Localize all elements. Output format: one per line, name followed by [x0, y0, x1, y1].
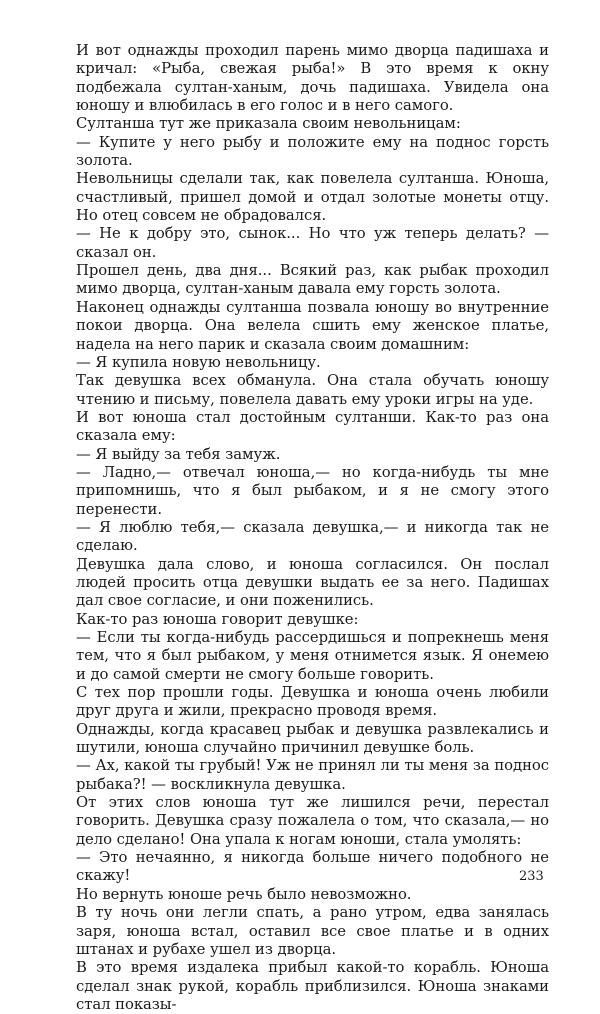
paragraph: И вот юноша стал достойным султанши. Как-то раз она сказала ему:	[76, 408, 549, 445]
paragraph: — Я люблю тебя,— сказала девушка,— и никогда так не сделаю.	[76, 518, 549, 555]
paragraph: Султанша тут же приказала своим невольницам:	[76, 115, 461, 133]
paragraph: Девушка дала слово, и юноша согласился. Он послал людей просить отца девушки выдать ее за него. Падишах дал свое согласие, и они поженились.	[76, 555, 549, 610]
paragraph: От этих слов юноша тут же лишился речи, перестал говорить. Девушка сразу пожалела о том, что сказала,— но дело сделано! Она упала к ногам юноши, стала умолять:	[76, 794, 549, 848]
paragraph: С тех пор прошли годы. Девушка и юноша очень любили друг друга и жили, прекрасно проводя время.	[76, 684, 549, 720]
paragraph: Однажды, когда красавец рыбак и девушка развлекались и шутили, юноша случайно причинил девушке боль.	[76, 720, 549, 757]
paragraph: — Не к добру это, сынок... Но что уж теперь делать? — сказал он.	[76, 225, 549, 261]
paragraph: — Ладно,— отвечал юноша,— но когда-нибудь ты мне припомнишь, что я был рыбаком, и я не смогу этого перенести.	[76, 463, 549, 518]
paragraph: И вот однажды проходил парень мимо дворца падишаха и кричал: «Рыба, свежая рыба!» В это время к окну подбежала султан-ханым, дочь падишаха. Увидела она юношу и влюбилась в его голос и в него самого.	[76, 42, 549, 115]
page-body	[76, 42, 549, 1014]
paragraph: Наконец однажды султанша позвала юношу во внутренние покои дворца. Она велела сшить ему женское платье, надела на него парик и сказала своим домашним:	[76, 298, 549, 353]
paragraph: Но вернуть юноше речь было невозможно.	[76, 885, 412, 903]
paragraph: В ту ночь они легли спать, а рано утром, едва занялась заря, юноша встал, оставил все свое платье и в одних штанах и рубахе ушел из дворца.	[76, 904, 549, 958]
paragraph: Как-то раз юноша говорит девушке:	[76, 610, 359, 628]
paragraph: В это время издалека прибыл какой-то корабль. Юноша сделал знак рукой, корабль приблизился. Юноша знаками стал показы-	[76, 959, 549, 1013]
paragraph: — Я выйду за тебя замуж.	[76, 445, 281, 463]
paragraph: — Ах, какой ты грубый! Уж не принял ли ты меня за поднос рыбака?! — воскликнула девушка.	[76, 757, 549, 793]
paragraph: Невольницы сделали так, как повелела султанша. Юноша, счастливый, пришел домой и отдал золотые монеты отцу. Но отец совсем не обрадовался.	[76, 170, 549, 225]
paragraph: — Я купила новую невольницу.	[76, 353, 321, 371]
paragraph: — Если ты когда-нибудь рассердишься и попрекнешь меня тем, что я был рыбаком, у меня отнимется язык. Я онемею и до самой смерти не смогу больше говорить.	[76, 629, 549, 683]
paragraph: — Купите у него рыбу и положите ему на поднос горсть золота.	[76, 133, 549, 170]
paragraph: Так девушка всех обманула. Она стала обучать юношу чтению и письму, повелела давать ему уроки игры на уде.	[76, 372, 549, 408]
paragraph: Прошел день, два дня... Всякий раз, как рыбак проходил мимо дворца, султан-ханым давала ему горсть золота.	[76, 262, 549, 298]
page-number: 233	[519, 869, 544, 884]
paragraph: — Это нечаянно, я никогда больше ничего подобного не скажу!	[76, 849, 549, 885]
